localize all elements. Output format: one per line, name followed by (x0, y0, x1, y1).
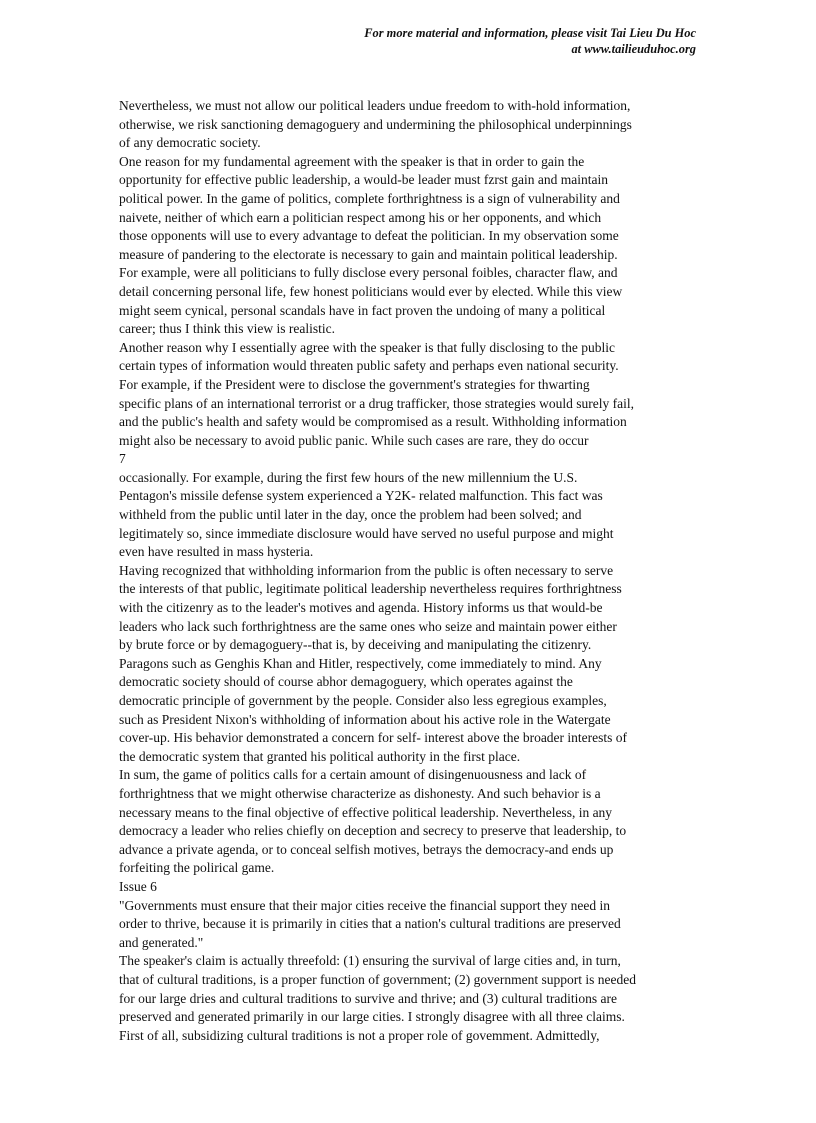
header-line-1: For more material and information, please visit Tai Lieu Du Hoc (364, 26, 696, 40)
text-line: might also be necessary to avoid public panic. While such cases are rare, they do occur (119, 432, 589, 448)
text-line: political power. In the game of politics, complete forthrightness is a sign of vulnerability and (119, 190, 620, 206)
text-line: for our large dries and cultural traditions to survive and thrive; and (3) cultural traditions are (119, 990, 617, 1006)
text-line: measure of pandering to the electorate is necessary to gain and maintain political leadership. (119, 246, 618, 262)
text-line: might seem cynical, personal scandals have in fact proven the undoing of many a political (119, 302, 606, 318)
text-line: detail concerning personal life, few honest politicians would ever by elected. While this view (119, 283, 623, 299)
text-line: Issue 6 (119, 878, 157, 894)
text-line: Another reason why I essentially agree with the speaker is that fully disclosing to the public (119, 339, 615, 355)
text-line: order to thrive, because it is primarily in cities that a nation's cultural traditions are preserved (119, 916, 621, 932)
text-line: For example, if the President were to disclose the government's strategies for thwarting (119, 376, 590, 392)
text-line: For example, were all politicians to fully disclose every personal foibles, character flaw, and (119, 265, 618, 281)
text-line: that of cultural traditions, is a proper function of government; (2) government support is needed (119, 971, 636, 987)
text-line: First of all, subsidizing cultural traditions is not a proper role of govemment. Admittedly, (119, 1027, 600, 1043)
text-line: naivete, neither of which earn a politician respect among his or her opponents, and which (119, 209, 602, 225)
text-line: Paragons such as Genghis Khan and Hitler, respectively, come immediately to mind. Any (119, 655, 602, 671)
text-line: "Governments must ensure that their major cities receive the financial support they need in (119, 897, 610, 913)
text-line: career; thus I think this view is realistic. (119, 321, 335, 337)
header-line-2: at www.tailieuduhoc.org (571, 42, 696, 56)
text-line: forfeiting the polirical game. (119, 860, 275, 876)
text-line: advance a private agenda, or to conceal selfish motives, betrays the democracy-and ends up (119, 841, 614, 857)
text-line: Having recognized that withholding informarion from the public is often necessary to serve (119, 562, 614, 578)
text-line: even have resulted in mass hysteria. (119, 544, 314, 560)
document-body (119, 97, 719, 1045)
text-line: certain types of information would threaten public safety and perhaps even national security. (119, 358, 619, 374)
text-line: One reason for my fundamental agreement with the speaker is that in order to gain the (119, 153, 585, 169)
text-line: leaders who lack such forthrightness are the same ones who seize and maintain power either (119, 618, 617, 634)
text-line: withheld from the public until later in the day, once the problem had been solved; and (119, 507, 582, 523)
text-line: necessary means to the final objective of effective political leadership. Nevertheless, in any (119, 804, 613, 820)
text-line: 7 (119, 451, 126, 467)
page-header (364, 25, 696, 57)
text-line: democratic society should of course abhor demagoguery, which operates against the (119, 674, 573, 690)
text-line: Pentagon's missile defense system experienced a Y2K- related malfunction. This fact was (119, 488, 603, 504)
text-line: with the citizenry as to the leader's motives and agenda. History informs us that would-be (119, 600, 603, 616)
text-line: preserved and generated primarily in our large cities. I strongly disagree with all three claims. (119, 1009, 625, 1025)
text-line: democracy a leader who relies chiefly on deception and secrecy to preserve that leadership, to (119, 823, 627, 839)
text-line: of any democratic society. (119, 135, 261, 151)
text-line: democratic principle of government by the people. Consider also less egregious examples, (119, 693, 607, 708)
text-line: the interests of that public, legitimate political leadership nevertheless requires forthrightness (119, 581, 622, 597)
text-line: and generated." (119, 934, 204, 950)
text-line: the democratic system that granted his political authority in the first place. (119, 748, 521, 764)
text-line: opportunity for effective public leadership, a would-be leader must fzrst gain and maintain (119, 172, 608, 188)
text-line: occasionally. For example, during the first few hours of the new millennium the U.S. (119, 469, 578, 485)
text-line: and the public's health and safety would be compromised as a result. Withholding information (119, 414, 627, 430)
text-line: by brute force or by demagoguery--that is, by deceiving and manipulating the citizenry. (119, 637, 592, 653)
text-line: In sum, the game of politics calls for a certain amount of disingenuousness and lack of (119, 767, 587, 783)
text-line: legitimately so, since immediate disclosure would have served no useful purpose and might (119, 525, 614, 541)
text-line: forthrightness that we might otherwise characterize as dishonesty. And such behavior is a (119, 785, 601, 801)
text-line: specific plans of an international terrorist or a drug trafficker, those strategies would surely fail, (119, 395, 635, 411)
text-line: otherwise, we risk sanctioning demagoguery and undermining the philosophical underpinnings (119, 116, 632, 132)
text-line: Nevertheless, we must not allow our political leaders undue freedom to with-hold information, (119, 98, 631, 113)
text-line: cover-up. His behavior demonstrated a concern for self- interest above the broader interests of (119, 730, 628, 746)
text-line: such as President Nixon's withholding of information about his active role in the Watergate (119, 711, 611, 727)
text-line: The speaker's claim is actually threefold: (1) ensuring the survival of large cities and, in turn, (119, 953, 621, 969)
text-line: those opponents will use to every advantage to defeat the politician. In my observation some (119, 228, 619, 244)
